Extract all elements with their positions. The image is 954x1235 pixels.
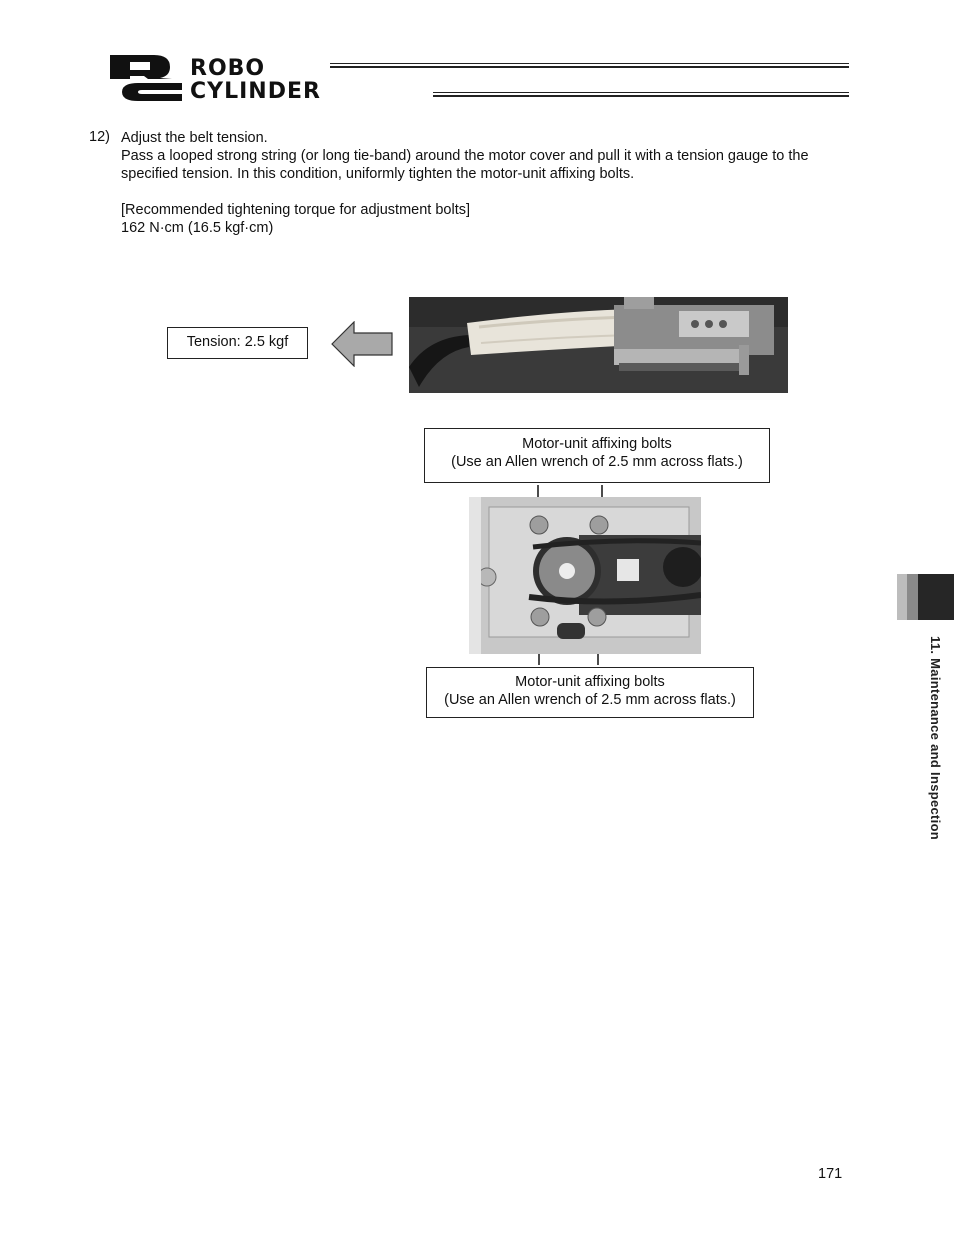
bottom-bolts-callout-box [426,667,754,718]
step-instruction-line1: Pass a looped strong string (or long tie-band) around the motor cover and pull it with a tension gauge to the [121,148,809,164]
chapter-tab-mid [907,574,918,620]
chapter-tab-dark [918,574,954,620]
logo-line-robo: ROBO [190,56,266,81]
header-rule-bottom-2 [433,95,849,97]
top-bolts-callout-box [424,428,770,483]
header-rule-bottom-1 [433,92,849,93]
step-number: 12) [89,129,110,145]
motor-unit-photo [469,497,701,654]
header-rule-top-2 [330,66,849,68]
chapter-side-label: 11. Maintenance and Inspection [928,636,943,841]
chapter-tab-light [897,574,907,620]
page-number: 171 [818,1166,843,1182]
step-title: Adjust the belt tension. [121,130,268,146]
pull-direction-arrow-icon [331,321,393,367]
logo-line-cylinder: CYLINDER [190,79,321,104]
bottom-bolts-callout-line1: Motor-unit affixing bolts [515,674,665,690]
top-bolts-callout-line1: Motor-unit affixing bolts [522,436,672,452]
tension-label: Tension: 2.5 kgf [186,334,289,350]
torque-label: [Recommended tightening torque for adjustment bolts] [121,202,471,218]
belt-tension-photo [409,297,788,393]
logo-wordmark [190,58,321,103]
bottom-bolts-callout-line2: (Use an Allen wrench of 2.5 mm across flats.) [444,692,736,708]
step-instruction-line2: specified tension. In this condition, uniformly tighten the motor-unit affixing bolts. [121,166,635,182]
top-bolts-callout-line2: (Use an Allen wrench of 2.5 mm across flats.) [451,454,743,470]
rc-logo-icon [108,53,184,103]
tension-label-box [167,327,308,359]
torque-value: 162 N·cm (16.5 kgf·cm) [121,220,274,236]
header-rule-top-1 [330,63,849,64]
